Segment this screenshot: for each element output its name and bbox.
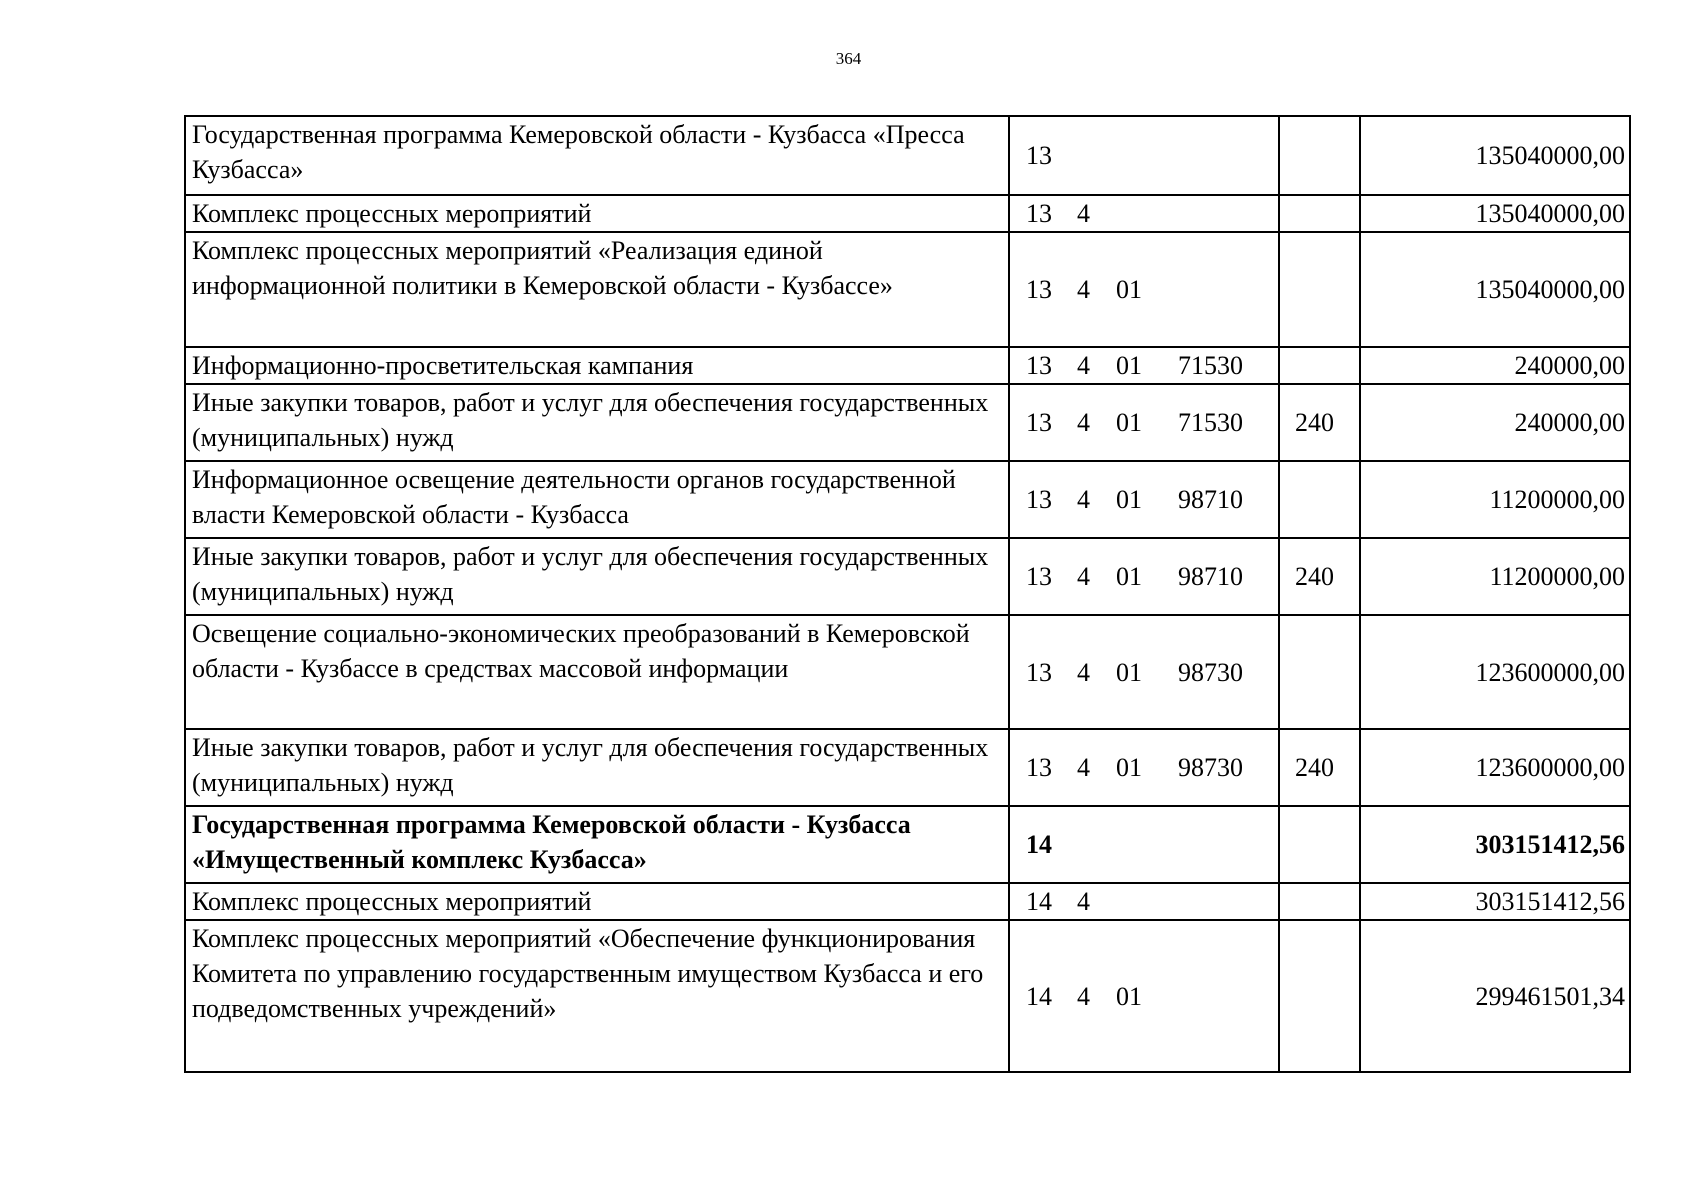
group-code: 01 <box>1116 351 1142 380</box>
table-row <box>185 883 1630 920</box>
program-code: 13 <box>1026 408 1052 437</box>
program-code: 13 <box>1026 657 1052 687</box>
subprogram-code: 4 <box>1077 753 1090 782</box>
table-row <box>185 729 1630 806</box>
row-amount: 123600000,00 <box>1360 615 1630 729</box>
program-code: 13 <box>1026 275 1052 304</box>
article-code: 71530 <box>1178 408 1243 437</box>
row-name: Комплекс процессных мероприятий «Обеспечение функционирования Комитета по управлению государственным имуществом Кузбасса и его подведомственных учреждений» <box>185 920 1009 1072</box>
subprogram-code: 4 <box>1077 485 1090 514</box>
row-amount: 303151412,56 <box>1360 806 1630 883</box>
program-code: 13 <box>1026 351 1052 380</box>
row-codes <box>1009 116 1279 195</box>
row-codes <box>1009 729 1279 806</box>
program-code: 13 <box>1026 199 1052 228</box>
row-name: Информационно-просветительская кампания <box>185 347 1009 384</box>
group-code: 01 <box>1116 981 1142 1011</box>
row-codes <box>1009 883 1279 920</box>
expense-type-code <box>1279 615 1360 729</box>
expense-type-code <box>1279 806 1360 883</box>
expense-type-code <box>1279 920 1360 1072</box>
article-code: 98710 <box>1178 485 1243 514</box>
program-code: 13 <box>1026 485 1052 514</box>
subprogram-code: 4 <box>1077 562 1090 591</box>
table-row <box>185 538 1630 615</box>
budget-table <box>184 115 1631 1073</box>
row-codes <box>1009 538 1279 615</box>
table-row <box>185 195 1630 232</box>
table-row <box>185 116 1630 195</box>
expense-type-code: 240 <box>1279 538 1360 615</box>
article-code: 71530 <box>1178 351 1243 380</box>
group-code: 01 <box>1116 753 1142 782</box>
table-row <box>185 232 1630 347</box>
program-code: 14 <box>1026 887 1052 916</box>
row-codes <box>1009 232 1279 347</box>
group-code: 01 <box>1116 485 1142 514</box>
table-row <box>185 920 1630 1072</box>
expense-type-code <box>1279 232 1360 347</box>
expense-type-code: 240 <box>1279 384 1360 461</box>
subprogram-code: 4 <box>1077 657 1090 687</box>
row-codes <box>1009 461 1279 538</box>
table-row <box>185 461 1630 538</box>
subprogram-code: 4 <box>1077 887 1090 916</box>
article-code: 98730 <box>1178 753 1243 782</box>
subprogram-code: 4 <box>1077 275 1090 304</box>
row-codes <box>1009 384 1279 461</box>
row-codes <box>1009 806 1279 883</box>
subprogram-code: 4 <box>1077 408 1090 437</box>
group-code: 01 <box>1116 657 1142 687</box>
expense-type-code: 240 <box>1279 729 1360 806</box>
subprogram-code: 4 <box>1077 981 1090 1011</box>
row-name: Государственная программа Кемеровской области - Кузбасса «Имущественный комплекс Кузбасса» <box>185 806 1009 883</box>
expense-type-code <box>1279 347 1360 384</box>
row-name: Иные закупки товаров, работ и услуг для обеспечения государственных (муниципальных) нужд <box>185 538 1009 615</box>
row-name: Комплекс процессных мероприятий <box>185 195 1009 232</box>
row-name: Освещение социально-экономических преобразований в Кемеровской области - Кузбассе в средствах массовой информации <box>185 615 1009 729</box>
row-amount: 240000,00 <box>1360 384 1630 461</box>
subprogram-code: 4 <box>1077 199 1090 228</box>
article-code: 98730 <box>1178 657 1243 687</box>
expense-type-code <box>1279 883 1360 920</box>
expense-type-code <box>1279 195 1360 232</box>
table-row <box>185 806 1630 883</box>
row-codes <box>1009 347 1279 384</box>
group-code: 01 <box>1116 562 1142 591</box>
subprogram-code: 4 <box>1077 351 1090 380</box>
row-amount: 135040000,00 <box>1360 232 1630 347</box>
page-number: 364 <box>835 49 862 68</box>
article-code: 98710 <box>1178 562 1243 591</box>
row-name: Иные закупки товаров, работ и услуг для обеспечения государственных (муниципальных) нужд <box>185 729 1009 806</box>
program-code: 14 <box>1026 830 1052 859</box>
group-code: 01 <box>1116 408 1142 437</box>
row-amount: 240000,00 <box>1360 347 1630 384</box>
table-row <box>185 347 1630 384</box>
row-amount: 135040000,00 <box>1360 195 1630 232</box>
row-amount: 303151412,56 <box>1360 883 1630 920</box>
row-codes <box>1009 195 1279 232</box>
row-amount: 11200000,00 <box>1360 461 1630 538</box>
row-amount: 299461501,34 <box>1360 920 1630 1072</box>
row-codes <box>1009 920 1279 1072</box>
program-code: 13 <box>1026 562 1052 591</box>
expense-type-code <box>1279 116 1360 195</box>
row-name: Иные закупки товаров, работ и услуг для обеспечения государственных (муниципальных) нужд <box>185 384 1009 461</box>
program-code: 13 <box>1026 753 1052 782</box>
program-code: 14 <box>1026 981 1052 1011</box>
row-amount: 11200000,00 <box>1360 538 1630 615</box>
row-name: Информационное освещение деятельности органов государственной власти Кемеровской области - Кузбасса <box>185 461 1009 538</box>
row-amount: 123600000,00 <box>1360 729 1630 806</box>
expense-type-code <box>1279 461 1360 538</box>
program-code: 13 <box>1026 141 1052 170</box>
row-codes <box>1009 615 1279 729</box>
row-name: Комплекс процессных мероприятий <box>185 883 1009 920</box>
table-row <box>185 615 1630 729</box>
row-amount: 135040000,00 <box>1360 116 1630 195</box>
row-name: Государственная программа Кемеровской области - Кузбасса «Пресса Кузбасса» <box>185 116 1009 195</box>
group-code: 01 <box>1116 275 1142 304</box>
table-row <box>185 384 1630 461</box>
row-name: Комплекс процессных мероприятий «Реализация единой информационной политики в Кемеровской области - Кузбассе» <box>185 232 1009 347</box>
